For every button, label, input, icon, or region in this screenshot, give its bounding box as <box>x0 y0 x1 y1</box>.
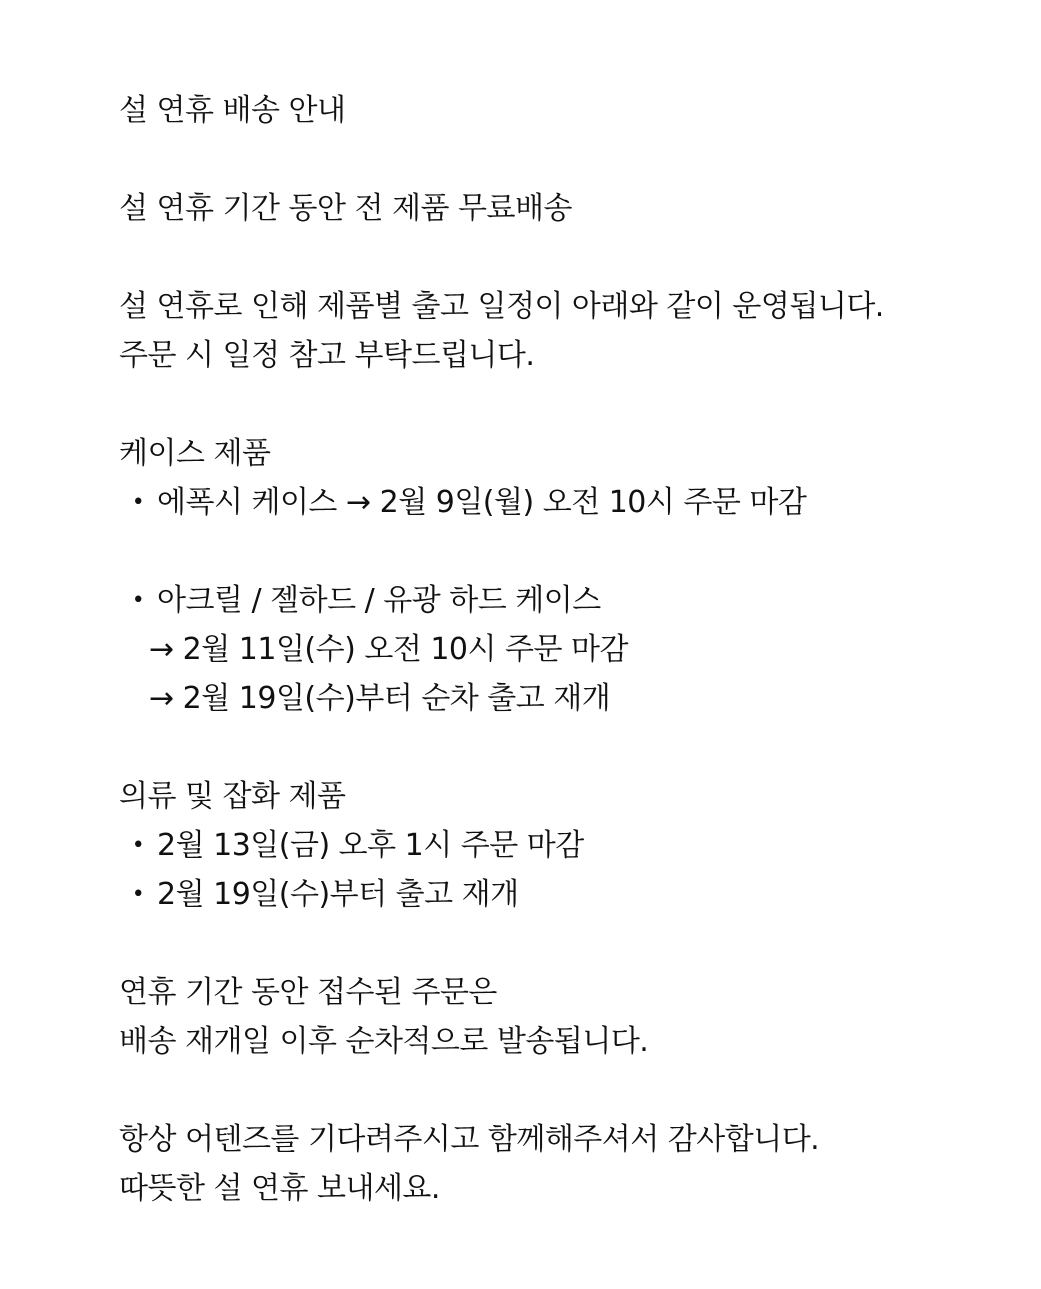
spacer <box>119 723 999 772</box>
spacer <box>119 527 999 576</box>
bullet-icon: • <box>131 833 145 858</box>
list-item-hard-case <box>119 576 999 625</box>
case-section-heading: 케이스 제품 <box>119 436 271 471</box>
bullet-icon: • <box>131 490 145 515</box>
apparel-deadline: 2월 13일(금) 오후 1시 주문 마감 <box>157 828 584 863</box>
spacer <box>119 919 999 968</box>
spacer <box>119 135 999 184</box>
list-item-apparel-deadline <box>119 821 999 870</box>
epoxy-case-deadline: 에폭시 케이스 → 2월 9일(월) 오전 10시 주문 마감 <box>157 485 807 520</box>
hard-case-deadline: → 2월 11일(수) 오전 10시 주문 마감 <box>149 632 628 667</box>
spacer <box>119 380 999 429</box>
list-item-apparel-resume <box>119 870 999 919</box>
holiday-shipping-notice <box>119 86 999 1213</box>
spacer <box>119 233 999 282</box>
apparel-resume: 2월 19일(수)부터 출고 재개 <box>157 877 519 912</box>
intro-line-1: 설 연휴로 인해 제품별 출고 일정이 아래와 같이 운영됩니다. <box>119 289 884 324</box>
orders-note-line-1: 연휴 기간 동안 접수된 주문은 <box>119 975 497 1010</box>
hard-case-label: 아크릴 / 젤하드 / 유광 하드 케이스 <box>157 583 601 618</box>
list-item-epoxy-case <box>119 478 999 527</box>
intro-line-2: 주문 시 일정 참고 부탁드립니다. <box>119 338 535 373</box>
closing-line-2: 따뜻한 설 연휴 보내세요. <box>119 1171 440 1206</box>
free-shipping-line: 설 연휴 기간 동안 전 제품 무료배송 <box>119 191 572 226</box>
apparel-section-heading: 의류 및 잡화 제품 <box>119 779 346 814</box>
closing-line-1: 항상 어텐즈를 기다려주시고 함께해주셔서 감사합니다. <box>119 1122 820 1157</box>
notice-title: 설 연휴 배송 안내 <box>119 93 346 128</box>
orders-note-line-2: 배송 재개일 이후 순차적으로 발송됩니다. <box>119 1024 649 1059</box>
bullet-icon: • <box>131 882 145 907</box>
hard-case-resume: → 2월 19일(수)부터 순차 출고 재개 <box>149 681 611 716</box>
bullet-icon: • <box>131 588 145 613</box>
spacer <box>119 1066 999 1115</box>
